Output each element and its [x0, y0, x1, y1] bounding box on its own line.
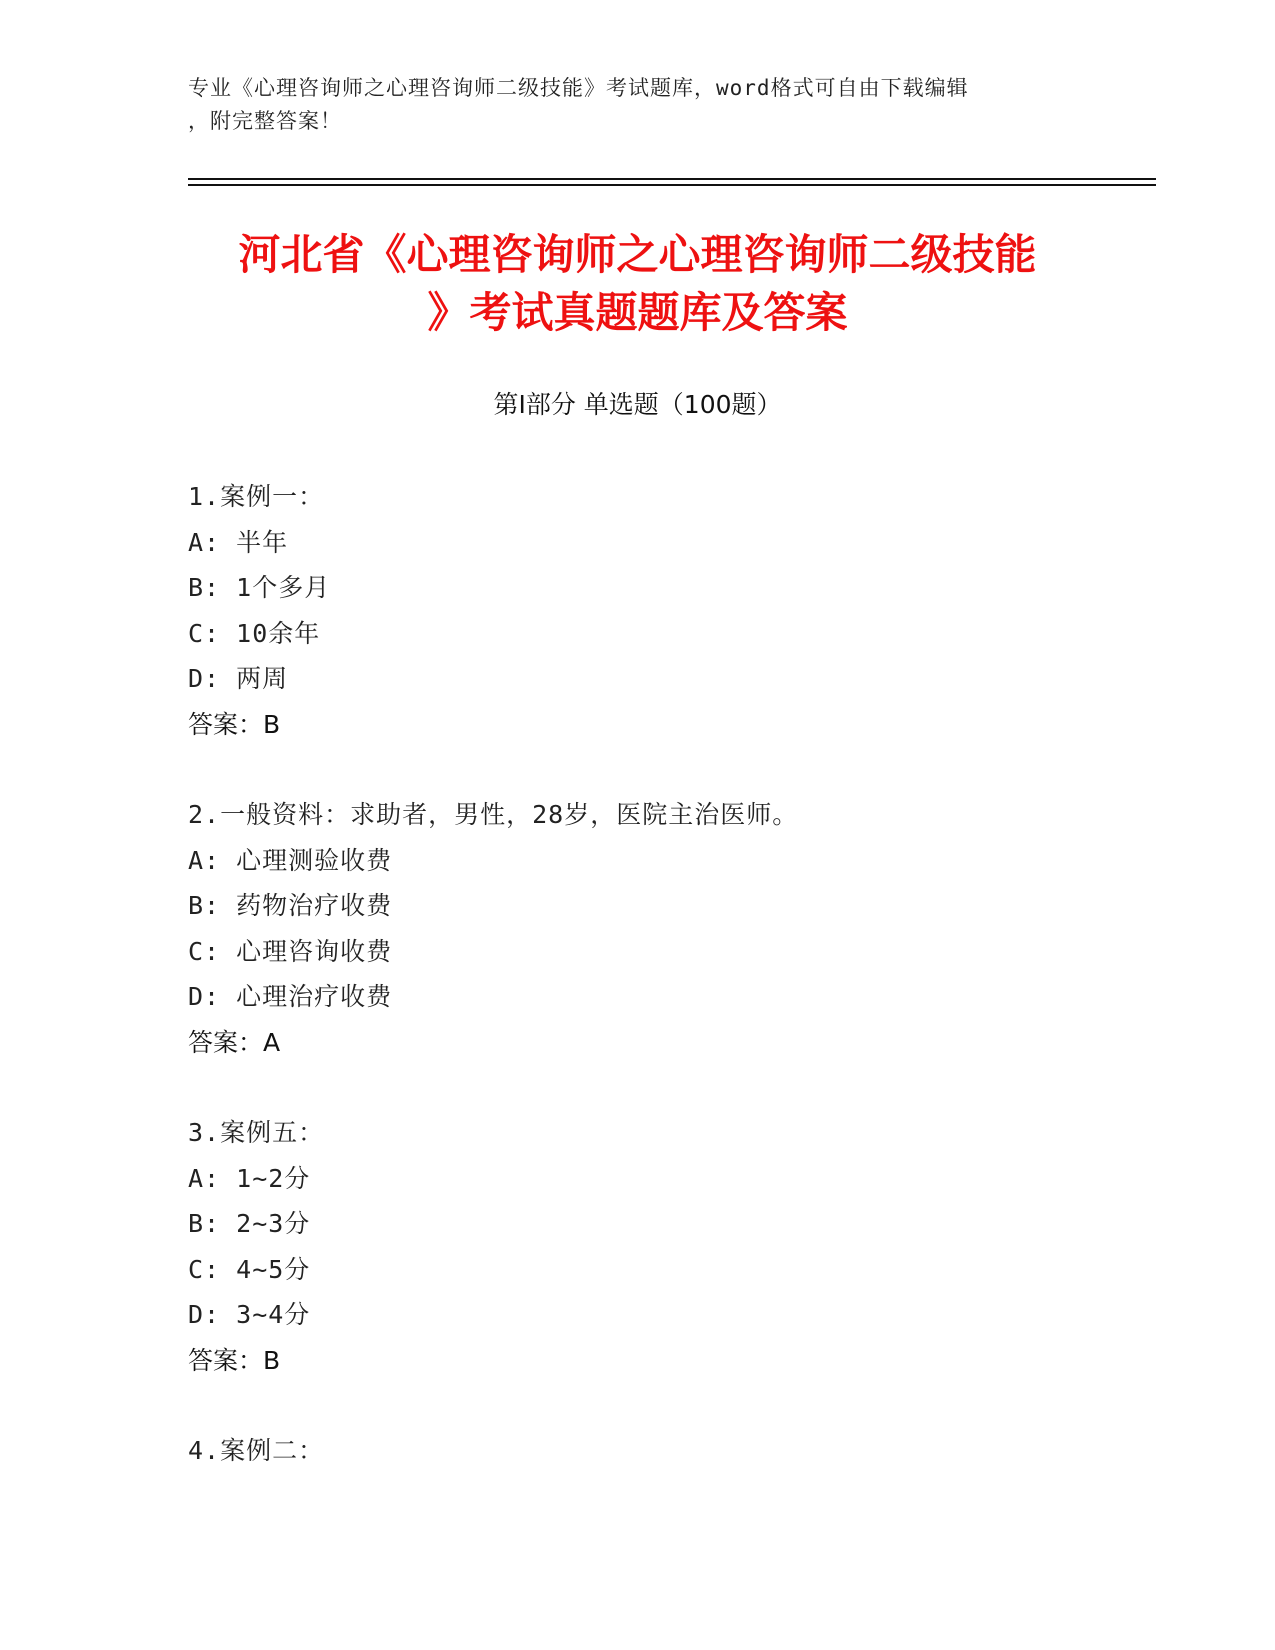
option-d: D: 3~4分 — [188, 1300, 311, 1329]
document-header-note — [188, 72, 1088, 138]
document-title-line-2: 》考试真题题库及答案 — [427, 288, 848, 337]
question-answer: 答案：B — [188, 709, 281, 739]
option-a: A: 半年 — [188, 527, 289, 557]
question-answer: 答案：A — [188, 1027, 281, 1057]
document-title-line-1: 河北省《心理咨询师之心理咨询师二级技能 — [238, 230, 1037, 279]
option-a: A: 心理测验收费 — [188, 845, 393, 875]
option-c: C: 心理咨询收费 — [188, 936, 393, 966]
question-4 — [188, 1428, 1088, 1474]
section-heading: 第Ⅰ部分 单选题（100题） — [493, 390, 782, 419]
question-answer: 答案：B — [188, 1345, 281, 1375]
option-a: A: 1~2分 — [188, 1163, 311, 1193]
question-stem: 2.一般资料：求助者，男性，28岁，医院主治医师。 — [188, 800, 799, 829]
option-b: B: 1个多月 — [188, 573, 331, 602]
option-b: B: 2~3分 — [188, 1209, 311, 1238]
header-divider-bottom — [188, 184, 1156, 186]
option-b: B: 药物治疗收费 — [188, 891, 393, 920]
option-c: C: 10余年 — [188, 618, 321, 648]
document-title — [150, 226, 1125, 342]
question-stem: 1.案例一： — [188, 482, 325, 511]
option-d: D: 心理治疗收费 — [188, 982, 393, 1011]
option-d: D: 两周 — [188, 664, 289, 693]
question-2 — [188, 792, 1088, 1065]
question-1 — [188, 474, 1088, 747]
header-note-line-1: 专业《心理咨询师之心理咨询师二级技能》考试题库，word格式可自由下载编辑 — [188, 76, 969, 100]
option-c: C: 4~5分 — [188, 1254, 311, 1284]
question-stem: 4.案例二： — [188, 1436, 325, 1465]
header-note-line-2: ，附完整答案！ — [188, 109, 342, 133]
question-stem: 3.案例五： — [188, 1118, 325, 1147]
header-divider-top — [188, 178, 1156, 180]
question-3 — [188, 1110, 1088, 1383]
